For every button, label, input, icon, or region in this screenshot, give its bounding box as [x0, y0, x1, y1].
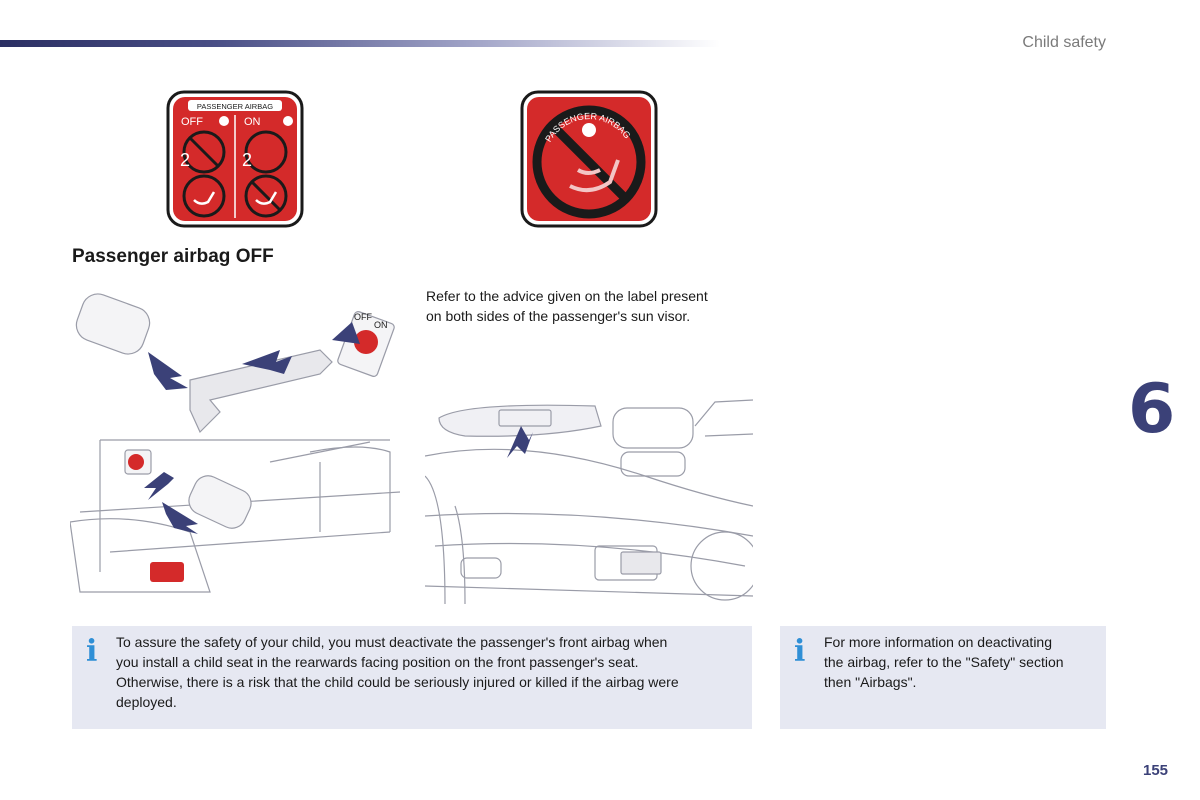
svg-text:2: 2 — [242, 150, 253, 170]
advice-line: Refer to the advice given on the label present — [426, 288, 708, 304]
info-line: the airbag, refer to the "Safety" section — [824, 654, 1064, 670]
page-number: 155 — [1143, 762, 1169, 779]
left-label-title: PASSENGER AIRBAG — [196, 102, 274, 111]
info-line: Otherwise, there is a risk that the child could be seriously injured or killed if the airbag were — [116, 674, 679, 690]
airbag-no-rear-seat-label-image — [520, 90, 658, 228]
header-gradient-bar — [0, 40, 720, 47]
section-heading: Passenger airbag OFF — [72, 246, 274, 267]
info-line: For more information on deactivating — [824, 634, 1052, 650]
left-label-on: ON — [244, 116, 261, 128]
info-line: then "Airbags". — [824, 674, 917, 690]
sun-visor-illustration — [425, 396, 753, 604]
info-line: To assure the safety of your child, you must deactivate the passenger's front airbag when — [116, 634, 668, 650]
info-icon: i — [86, 634, 98, 669]
section-title: Child safety — [1022, 34, 1106, 51]
switch-off-text: OFF — [354, 312, 372, 322]
sun-visor-advice — [426, 286, 756, 326]
info-text — [824, 632, 1064, 692]
left-label-off: OFF — [181, 116, 203, 128]
switch-on-text: ON — [374, 320, 388, 330]
info-text — [116, 632, 679, 712]
info-box-rear-facing-seat — [72, 626, 752, 729]
info-icon: i — [794, 634, 806, 669]
key-switch-illustration — [70, 292, 400, 604]
airbag-off-on-label-image — [166, 90, 304, 228]
advice-line: on both sides of the passenger's sun visor. — [426, 308, 691, 324]
right-label-title: PASSENGER AIRBAG — [543, 111, 633, 144]
info-box-more-information — [780, 626, 1106, 729]
info-line: you install a child seat in the rearwards facing position on the front passenger's seat. — [116, 654, 639, 670]
chapter-number: 6 — [1128, 370, 1176, 449]
svg-text:2: 2 — [180, 150, 191, 170]
info-line: deployed. — [116, 694, 177, 710]
